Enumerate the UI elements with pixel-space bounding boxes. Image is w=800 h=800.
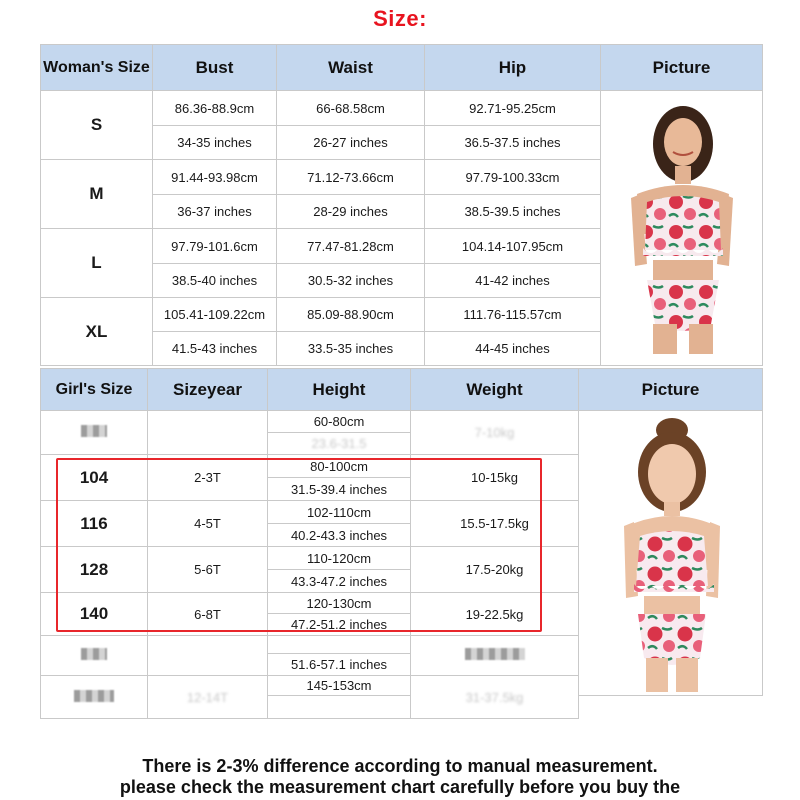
size-cell-blurred [41,636,148,676]
weight-cell: 15.5-17.5kg [411,501,579,547]
size-cell: 104 [41,455,148,501]
mosaic-blur [74,690,114,702]
mosaic-blur [81,648,107,660]
hip-in: 44-45 inches [425,332,601,366]
sizeyear-cell: 4-5T [148,501,268,547]
bust-cm: 86.36-88.9cm [153,91,277,126]
height-cm: 120-130cm [268,593,411,614]
sizeyear-cell: 6-8T [148,593,268,636]
hip-in: 38.5-39.5 inches [425,195,601,229]
height-in: 31.5-39.4 inches [268,478,411,501]
size-cell: S [41,91,153,160]
bust-cm: 91.44-93.98cm [153,160,277,195]
women-header-row [41,45,763,91]
waist-cm: 71.12-73.66cm [277,160,425,195]
col-header-hip: Hip [425,45,601,91]
height-in-blurred [268,696,411,719]
bust-in: 41.5-43 inches [153,332,277,366]
col-header-size: Woman's Size [41,45,153,91]
size-cell: L [41,229,153,298]
note-line-1: There is 2-3% difference according to manual measurement. [142,756,658,776]
height-in: 43.3-47.2 inches [268,570,411,593]
col-header-waist: Waist [277,45,425,91]
bust-in: 34-35 inches [153,126,277,160]
hip-cm: 104.14-107.95cm [425,229,601,264]
bust-in: 38.5-40 inches [153,264,277,298]
girl-swimsuit-image [586,414,756,692]
sizeyear-cell-blurred [148,636,268,676]
hip-cm: 92.71-95.25cm [425,91,601,126]
height-cm: 110-120cm [268,547,411,570]
hip-cm: 111.76-115.57cm [425,298,601,332]
size-cell: 128 [41,547,148,593]
size-cell: 140 [41,593,148,636]
height-cm: 102-110cm [268,501,411,524]
hip-in: 41-42 inches [425,264,601,298]
waist-cm: 77.47-81.28cm [277,229,425,264]
col-header-bust: Bust [153,45,277,91]
col-header-height: Height [268,369,411,411]
sizeyear-cell: 2-3T [148,455,268,501]
woman-swimsuit-image [607,102,757,354]
hip-cm: 97.79-100.33cm [425,160,601,195]
col-header-weight: Weight [411,369,579,411]
sizeyear-cell-blurred [148,411,268,455]
height-in: 40.2-43.3 inches [268,524,411,547]
height-in: 23.6-31.5 [268,433,411,455]
col-header-girls-picture: Picture [579,369,763,411]
girls-size-table [40,368,763,719]
size-cell: 116 [41,501,148,547]
sizeyear-cell: 12-14T [148,676,268,719]
col-header-sizeyear: Sizeyear [148,369,268,411]
size-cell-blurred [41,676,148,719]
size-cell: M [41,160,153,229]
height-cm: 60-80cm [268,411,411,433]
waist-in: 26-27 inches [277,126,425,160]
girl-model-picture [579,411,763,696]
page-title: Size: [373,6,427,31]
woman-model-picture [601,91,763,366]
height-cm: 145-153cm [268,676,411,696]
col-header-picture: Picture [601,45,763,91]
table-row [41,91,763,126]
weight-cell: 17.5-20kg [411,547,579,593]
bust-in: 36-37 inches [153,195,277,229]
col-header-girls-size: Girl's Size [41,369,148,411]
girls-header-row [41,369,763,411]
sizeyear-cell: 5-6T [148,547,268,593]
hip-in: 36.5-37.5 inches [425,126,601,160]
table-row [41,411,763,433]
waist-in: 28-29 inches [277,195,425,229]
waist-in: 30.5-32 inches [277,264,425,298]
weight-cell: 7-10kg [411,411,579,455]
height-in: 51.6-57.1 inches [268,654,411,676]
weight-cell-blurred [411,636,579,676]
waist-cm: 85.09-88.90cm [277,298,425,332]
waist-in: 33.5-35 inches [277,332,425,366]
mosaic-blur [465,648,525,660]
height-in: 47.2-51.2 inches [268,614,411,636]
mosaic-blur [81,425,107,437]
height-cm-blurred [268,636,411,654]
size-cell: XL [41,298,153,366]
height-cm: 80-100cm [268,455,411,478]
bust-cm: 97.79-101.6cm [153,229,277,264]
weight-cell: 31-37.5kg [411,676,579,719]
note-line-2: please check the measurement chart carefully before you buy the [119,777,681,797]
weight-cell: 19-22.5kg [411,593,579,636]
bust-cm: 105.41-109.22cm [153,298,277,332]
waist-cm: 66-68.58cm [277,91,425,126]
weight-cell: 10-15kg [411,455,579,501]
size-cell-blurred [41,411,148,455]
women-size-table [40,44,763,366]
